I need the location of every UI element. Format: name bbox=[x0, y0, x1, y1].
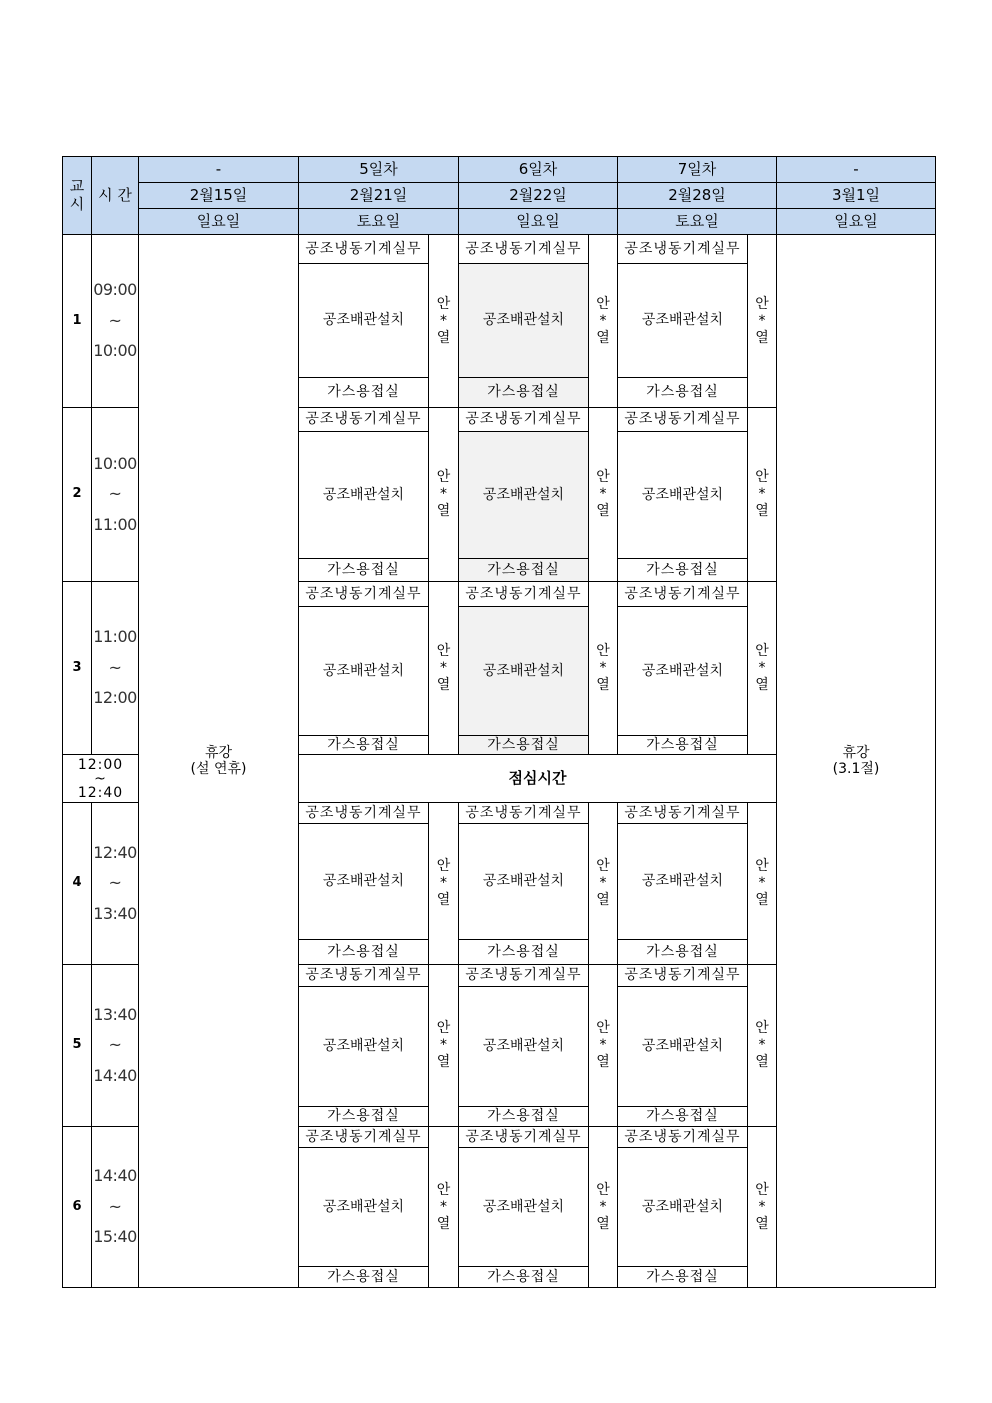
column-day-header bbox=[458, 156, 618, 183]
subject-top bbox=[298, 581, 429, 607]
subject-main bbox=[458, 823, 589, 940]
period-sep: ~ bbox=[108, 1196, 122, 1216]
safety-note-char: 안 bbox=[755, 1181, 769, 1198]
period-sep: ~ bbox=[108, 873, 122, 893]
period-sep: ~ bbox=[108, 484, 122, 504]
subject-main-label: 공조배관설치 bbox=[482, 1198, 565, 1215]
subject-top-label: 공조냉동기계실무 bbox=[624, 240, 741, 257]
period-time bbox=[91, 964, 139, 1127]
period-time bbox=[91, 802, 139, 965]
safety-note-char: 열 bbox=[596, 1054, 610, 1070]
column-weekday-header bbox=[458, 208, 618, 235]
period-end: 11:00 bbox=[93, 514, 137, 534]
subject-room bbox=[458, 377, 589, 408]
subject-room-label: 가스용접실 bbox=[487, 1268, 560, 1285]
subject-room bbox=[617, 1106, 748, 1127]
safety-note bbox=[428, 964, 459, 1127]
safety-note-char: 열 bbox=[436, 1215, 451, 1232]
safety-note-char: 열 bbox=[436, 329, 451, 346]
safety-note bbox=[588, 802, 618, 965]
subject-room bbox=[298, 735, 429, 755]
subject-top-label: 공조냉동기계실무 bbox=[624, 967, 741, 984]
subject-room bbox=[458, 558, 589, 582]
column-date-label: 2월15일 bbox=[189, 185, 248, 204]
period-number-label: 4 bbox=[72, 875, 82, 891]
subject-room-label: 가스용접실 bbox=[646, 736, 719, 753]
column-weekday-label: 일요일 bbox=[516, 211, 560, 230]
subject-room bbox=[617, 1266, 748, 1288]
safety-note-char: 안 bbox=[596, 858, 610, 874]
period-start: 11:00 bbox=[93, 627, 137, 647]
safety-note-char: * bbox=[440, 875, 447, 891]
column-date-header bbox=[298, 182, 459, 209]
subject-top-label: 공조냉동기계실무 bbox=[305, 585, 422, 602]
safety-note-char: 안 bbox=[596, 1020, 610, 1036]
safety-note-char: 열 bbox=[596, 892, 610, 908]
period-number-label: 6 bbox=[72, 1198, 82, 1214]
subject-room bbox=[617, 735, 748, 755]
subject-top-label: 공조냉동기계실무 bbox=[465, 967, 582, 984]
subject-top-label: 공조냉동기계실무 bbox=[624, 585, 741, 602]
subject-main bbox=[458, 431, 589, 559]
subject-room bbox=[617, 939, 748, 965]
subject-room bbox=[298, 1106, 429, 1127]
subject-top-label: 공조냉동기계실무 bbox=[465, 1128, 582, 1145]
subject-main-label: 공조배관설치 bbox=[482, 312, 565, 329]
period-end: 10:00 bbox=[93, 341, 137, 361]
safety-note bbox=[747, 581, 777, 755]
subject-main bbox=[458, 606, 589, 736]
subject-main-label: 공조배관설치 bbox=[482, 662, 565, 679]
safety-note-char: 안 bbox=[596, 469, 610, 485]
subject-top bbox=[458, 964, 589, 987]
safety-note-char: 안 bbox=[755, 858, 769, 874]
safety-note-char: 안 bbox=[755, 469, 769, 485]
period-sep: ~ bbox=[108, 1035, 122, 1055]
safety-note-char: 열 bbox=[755, 503, 769, 519]
column-date-label: 2월22일 bbox=[509, 185, 567, 204]
period-number bbox=[62, 964, 92, 1127]
column-weekday-header bbox=[776, 208, 936, 235]
subject-room-label: 가스용접실 bbox=[646, 1268, 719, 1285]
subject-main bbox=[458, 986, 589, 1107]
subject-room bbox=[617, 377, 748, 408]
period-start: 14:40 bbox=[93, 1166, 137, 1186]
column-day-label: 5일차 bbox=[359, 159, 398, 178]
safety-note-char: 열 bbox=[596, 676, 610, 693]
subject-room bbox=[298, 377, 429, 408]
safety-note-char: 안 bbox=[755, 1020, 769, 1036]
safety-note-char: * bbox=[599, 1037, 607, 1053]
subject-main-label: 공조배관설치 bbox=[641, 1198, 724, 1215]
column-weekday-header bbox=[617, 208, 777, 235]
safety-note-char: 열 bbox=[755, 1054, 769, 1070]
safety-note-char: 안 bbox=[596, 642, 610, 659]
subject-room bbox=[298, 558, 429, 582]
column-day-label: - bbox=[853, 159, 859, 178]
subject-top bbox=[617, 581, 748, 607]
subject-main-label: 공조배관설치 bbox=[482, 873, 565, 890]
subject-main bbox=[617, 431, 748, 559]
subject-room bbox=[458, 735, 589, 755]
column-date-label: 2월28일 bbox=[668, 185, 726, 204]
subject-main-label: 공조배관설치 bbox=[482, 486, 565, 503]
safety-note-char: * bbox=[758, 486, 766, 502]
period-number-label: 5 bbox=[72, 1037, 82, 1053]
column-weekday-label: 일요일 bbox=[196, 211, 241, 230]
column-day-header bbox=[617, 156, 777, 183]
gyosi-char: 시 bbox=[69, 194, 85, 213]
column-date-header bbox=[617, 182, 777, 209]
subject-top bbox=[617, 802, 748, 824]
safety-note-char: 안 bbox=[436, 858, 451, 874]
subject-room-label: 가스용접실 bbox=[327, 561, 400, 578]
safety-note-char: * bbox=[599, 312, 607, 329]
safety-note-char: * bbox=[440, 312, 447, 329]
safety-note bbox=[428, 1126, 459, 1288]
safety-note bbox=[747, 234, 777, 408]
safety-note-char: 안 bbox=[436, 469, 451, 485]
subject-top-label: 공조냉동기계실무 bbox=[305, 240, 422, 257]
subject-main bbox=[617, 606, 748, 736]
safety-note bbox=[588, 1126, 618, 1288]
subject-main-label: 공조배관설치 bbox=[482, 1038, 565, 1055]
subject-top bbox=[617, 964, 748, 987]
holiday-right bbox=[776, 234, 936, 1288]
safety-note bbox=[428, 802, 459, 965]
subject-room-label: 가스용접실 bbox=[327, 1108, 400, 1125]
safety-note-char: 안 bbox=[436, 642, 451, 659]
period-number-label: 1 bbox=[72, 312, 82, 328]
lunch-time-start: 12:00 bbox=[77, 756, 124, 773]
period-number-label: 2 bbox=[72, 486, 82, 502]
column-day-header bbox=[138, 156, 299, 183]
safety-note-char: * bbox=[758, 1037, 766, 1053]
period-time bbox=[91, 581, 139, 755]
subject-room-label: 가스용접실 bbox=[327, 943, 400, 960]
safety-note-char: * bbox=[758, 659, 766, 676]
subject-top-label: 공조냉동기계실무 bbox=[465, 585, 582, 602]
safety-note-char: 안 bbox=[596, 295, 610, 312]
subject-room bbox=[298, 1266, 429, 1288]
subject-main bbox=[298, 606, 429, 736]
holiday-right-reason: (3.1절) bbox=[832, 761, 880, 777]
safety-note bbox=[428, 581, 459, 755]
period-sep: ~ bbox=[108, 657, 122, 677]
subject-main-label: 공조배관설치 bbox=[322, 873, 405, 890]
subject-main-label: 공조배관설치 bbox=[641, 662, 724, 679]
lunch-break bbox=[298, 754, 777, 803]
safety-note bbox=[747, 1126, 777, 1288]
column-day-label: 7일차 bbox=[677, 159, 717, 178]
schedule-table bbox=[62, 156, 935, 1287]
subject-main-label: 공조배관설치 bbox=[641, 873, 724, 890]
safety-note bbox=[588, 407, 618, 582]
subject-top bbox=[298, 407, 429, 432]
subject-room-label: 가스용접실 bbox=[327, 736, 400, 753]
period-number bbox=[62, 581, 92, 755]
period-sep: ~ bbox=[108, 310, 122, 330]
lunch-time-end: 12:40 bbox=[77, 784, 124, 801]
period-start: 09:00 bbox=[93, 280, 137, 300]
subject-main-label: 공조배관설치 bbox=[322, 312, 405, 329]
subject-main-label: 공조배관설치 bbox=[641, 312, 724, 329]
time-header-label: 시 간 bbox=[98, 185, 132, 204]
subject-main-label: 공조배관설치 bbox=[322, 486, 405, 503]
subject-top-label: 공조냉동기계실무 bbox=[305, 804, 422, 821]
safety-note-char: 안 bbox=[436, 1181, 451, 1198]
safety-note bbox=[588, 234, 618, 408]
subject-top bbox=[458, 581, 589, 607]
subject-main bbox=[298, 986, 429, 1107]
subject-top bbox=[298, 1126, 429, 1148]
subject-room-label: 가스용접실 bbox=[646, 384, 719, 401]
period-end: 15:40 bbox=[93, 1227, 137, 1247]
safety-note bbox=[428, 234, 459, 408]
safety-note bbox=[428, 407, 459, 582]
subject-top-label: 공조냉동기계실무 bbox=[624, 1128, 741, 1145]
safety-note-char: 안 bbox=[436, 1020, 451, 1036]
column-weekday-header bbox=[298, 208, 459, 235]
column-weekday-label: 토요일 bbox=[675, 211, 719, 230]
column-date-header bbox=[458, 182, 618, 209]
subject-room-label: 가스용접실 bbox=[327, 384, 400, 401]
holiday-left-title: 휴강 bbox=[204, 744, 233, 761]
holiday-right-title: 휴강 bbox=[842, 744, 870, 761]
safety-note-char: * bbox=[440, 659, 447, 676]
time-header bbox=[91, 156, 139, 235]
subject-top bbox=[617, 1126, 748, 1148]
safety-note-char: * bbox=[440, 1037, 447, 1053]
safety-note-char: 안 bbox=[436, 295, 451, 312]
subject-main bbox=[298, 431, 429, 559]
period-start: 10:00 bbox=[93, 453, 137, 473]
safety-note-char: 열 bbox=[755, 676, 769, 693]
subject-top-label: 공조냉동기계실무 bbox=[624, 804, 741, 821]
safety-note-char: * bbox=[758, 312, 766, 329]
period-time bbox=[91, 234, 139, 408]
subject-main bbox=[298, 823, 429, 940]
column-day-label: 6일차 bbox=[518, 159, 558, 178]
safety-note-char: * bbox=[758, 1198, 766, 1215]
subject-top bbox=[458, 802, 589, 824]
safety-note-char: 안 bbox=[755, 642, 769, 659]
subject-top-label: 공조냉동기계실무 bbox=[624, 411, 741, 428]
safety-note bbox=[588, 581, 618, 755]
subject-main-label: 공조배관설치 bbox=[641, 486, 724, 503]
gyosi-char: 교 bbox=[69, 177, 85, 196]
subject-room-label: 가스용접실 bbox=[487, 384, 560, 401]
column-weekday-header bbox=[138, 208, 299, 235]
column-day-label: - bbox=[215, 159, 222, 178]
column-date-label: 2월21일 bbox=[349, 185, 408, 204]
subject-top bbox=[458, 1126, 589, 1148]
subject-top-label: 공조냉동기계실무 bbox=[465, 240, 582, 257]
subject-top-label: 공조냉동기계실무 bbox=[465, 804, 582, 821]
period-number bbox=[62, 407, 92, 582]
subject-top bbox=[298, 802, 429, 824]
subject-main-label: 공조배관설치 bbox=[322, 662, 405, 679]
period-number bbox=[62, 1126, 92, 1288]
column-weekday-label: 토요일 bbox=[356, 211, 401, 230]
subject-main bbox=[617, 986, 748, 1107]
subject-main bbox=[458, 263, 589, 378]
subject-room bbox=[617, 558, 748, 582]
safety-note-char: 안 bbox=[755, 295, 769, 312]
subject-room-label: 가스용접실 bbox=[487, 1108, 560, 1125]
period-end: 14:40 bbox=[93, 1065, 137, 1085]
subject-main bbox=[298, 263, 429, 378]
safety-note-char: 열 bbox=[596, 503, 610, 519]
subject-top bbox=[458, 234, 589, 264]
safety-note bbox=[747, 964, 777, 1127]
subject-room bbox=[458, 1266, 589, 1288]
safety-note-char: * bbox=[599, 875, 607, 891]
subject-room-label: 가스용접실 bbox=[646, 1108, 719, 1125]
safety-note-char: * bbox=[440, 1198, 447, 1215]
subject-top bbox=[617, 234, 748, 264]
column-day-header bbox=[298, 156, 459, 183]
subject-main bbox=[298, 1147, 429, 1267]
column-date-header bbox=[776, 182, 936, 209]
safety-note-char: 열 bbox=[436, 892, 451, 908]
subject-main bbox=[617, 823, 748, 940]
safety-note-char: 열 bbox=[755, 892, 769, 908]
column-date-header bbox=[138, 182, 299, 209]
subject-main-label: 공조배관설치 bbox=[322, 1198, 405, 1215]
safety-note-char: 열 bbox=[596, 1215, 610, 1232]
period-end: 13:40 bbox=[93, 903, 137, 923]
period-number bbox=[62, 234, 92, 408]
safety-note-char: * bbox=[758, 875, 766, 891]
lunch-break-label: 점심시간 bbox=[508, 768, 567, 787]
period-number bbox=[62, 802, 92, 965]
column-day-header bbox=[776, 156, 936, 183]
safety-note-char: 열 bbox=[755, 329, 769, 346]
column-date-label: 3월1일 bbox=[831, 185, 881, 204]
safety-note-char: * bbox=[599, 659, 607, 676]
subject-room-label: 가스용접실 bbox=[487, 943, 560, 960]
subject-top bbox=[298, 964, 429, 987]
subject-main bbox=[617, 263, 748, 378]
subject-main-label: 공조배관설치 bbox=[641, 1038, 724, 1055]
subject-room bbox=[298, 939, 429, 965]
lunch-time-sep: ~ bbox=[94, 770, 107, 787]
subject-room-label: 가스용접실 bbox=[646, 943, 719, 960]
subject-room-label: 가스용접실 bbox=[327, 1268, 400, 1285]
gyosi-header bbox=[62, 156, 92, 235]
period-end: 12:00 bbox=[93, 688, 137, 708]
safety-note-char: 열 bbox=[436, 1054, 451, 1070]
period-start: 12:40 bbox=[93, 842, 137, 862]
safety-note-char: 열 bbox=[436, 676, 451, 693]
period-number-label: 3 bbox=[72, 659, 82, 675]
subject-top-label: 공조냉동기계실무 bbox=[465, 411, 582, 428]
lunch-time bbox=[62, 754, 139, 803]
subject-main bbox=[458, 1147, 589, 1267]
subject-top bbox=[458, 407, 589, 432]
safety-note-char: * bbox=[599, 486, 607, 502]
subject-room-label: 가스용접실 bbox=[487, 561, 560, 578]
safety-note-char: 열 bbox=[596, 329, 610, 346]
holiday-left bbox=[138, 234, 299, 1288]
holiday-left-reason: (설 연휴) bbox=[190, 761, 247, 777]
safety-note bbox=[588, 964, 618, 1127]
safety-note-char: * bbox=[440, 486, 447, 502]
safety-note bbox=[747, 407, 777, 582]
subject-room bbox=[458, 1106, 589, 1127]
period-time bbox=[91, 1126, 139, 1288]
subject-top-label: 공조냉동기계실무 bbox=[305, 1128, 422, 1145]
subject-top bbox=[298, 234, 429, 264]
period-time bbox=[91, 407, 139, 582]
safety-note-char: 열 bbox=[755, 1215, 769, 1232]
safety-note-char: * bbox=[599, 1198, 607, 1215]
subject-main-label: 공조배관설치 bbox=[322, 1038, 405, 1055]
period-start: 13:40 bbox=[93, 1004, 137, 1024]
safety-note-char: 안 bbox=[596, 1181, 610, 1198]
subject-room bbox=[458, 939, 589, 965]
subject-top-label: 공조냉동기계실무 bbox=[305, 411, 422, 428]
column-weekday-label: 일요일 bbox=[834, 211, 878, 230]
subject-room-label: 가스용접실 bbox=[487, 736, 560, 753]
subject-room-label: 가스용접실 bbox=[646, 561, 719, 578]
safety-note-char: 열 bbox=[436, 503, 451, 519]
subject-top bbox=[617, 407, 748, 432]
subject-main bbox=[617, 1147, 748, 1267]
safety-note bbox=[747, 802, 777, 965]
subject-top-label: 공조냉동기계실무 bbox=[305, 967, 422, 984]
